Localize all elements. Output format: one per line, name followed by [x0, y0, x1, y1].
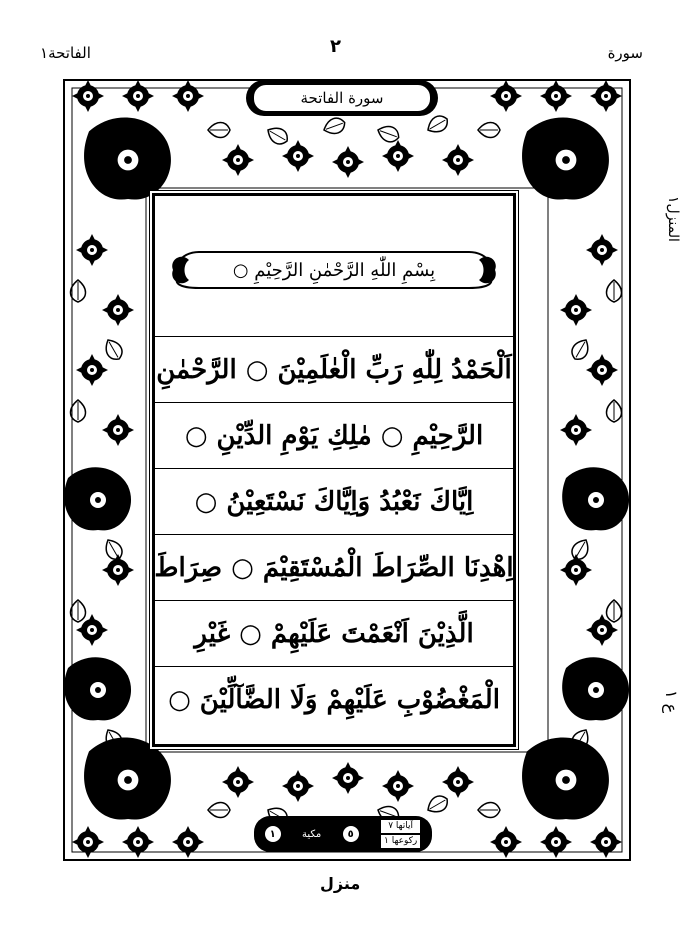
ayah-line-4: اِهْدِنَا الصِّرَاطَ الْمُسْتَقِيْمَ ○ صِرَاطَ [155, 535, 513, 601]
surah-name-header: الفاتحة١ [40, 44, 91, 62]
surah-title: سورة الفاتحة [300, 89, 384, 107]
counts-box [380, 819, 421, 849]
revelation-place: مكية [302, 828, 322, 840]
ruku-count: ركوعها ١ [380, 834, 421, 849]
ayah-line-2: الرَّحِيْمِ ○ مٰلِكِ يَوْمِ الدِّيْنِ ○ [155, 403, 513, 469]
text-panel [152, 193, 516, 747]
surah-title-cartouche [246, 80, 438, 116]
manzil-footer: منزل [320, 874, 361, 893]
revelation-order-number: ٥ [343, 826, 359, 842]
surah-info-cartouche [254, 816, 432, 852]
ayat-count: آياتها ٧ [380, 819, 421, 834]
ayah-line-5: الَّذِيْنَ اَنْعَمْتَ عَلَيْهِمْ ○ غَيْرِ [155, 601, 513, 667]
surah-order-number: ١ [265, 826, 281, 842]
surah-label-header: سورة [607, 44, 643, 62]
ruku-side-marker: ع ١ [662, 690, 681, 714]
bismillah-cartouche [169, 246, 499, 294]
manzil-side-label: المنزل١ [665, 196, 681, 242]
ayah-line-6: الْمَغْضُوْبِ عَلَيْهِمْ وَلَا الضَّآلِّيْنَ ○ [168, 684, 500, 715]
bismillah-row [155, 196, 513, 337]
ayah-line-3: اِيَّاكَ نَعْبُدُ وَاِيَّاكَ نَسْتَعِيْنُ ○ [155, 469, 513, 535]
page-number: ٢ [330, 36, 341, 57]
ayah-line-1: اَلْحَمْدُ لِلّٰهِ رَبِّ الْعٰلَمِيْنَ ○ الرَّحْمٰنِ [155, 337, 513, 403]
bismillah-text: بِسْمِ اللّٰهِ الرَّحْمٰنِ الرَّحِيْمِ ○ [232, 259, 436, 281]
